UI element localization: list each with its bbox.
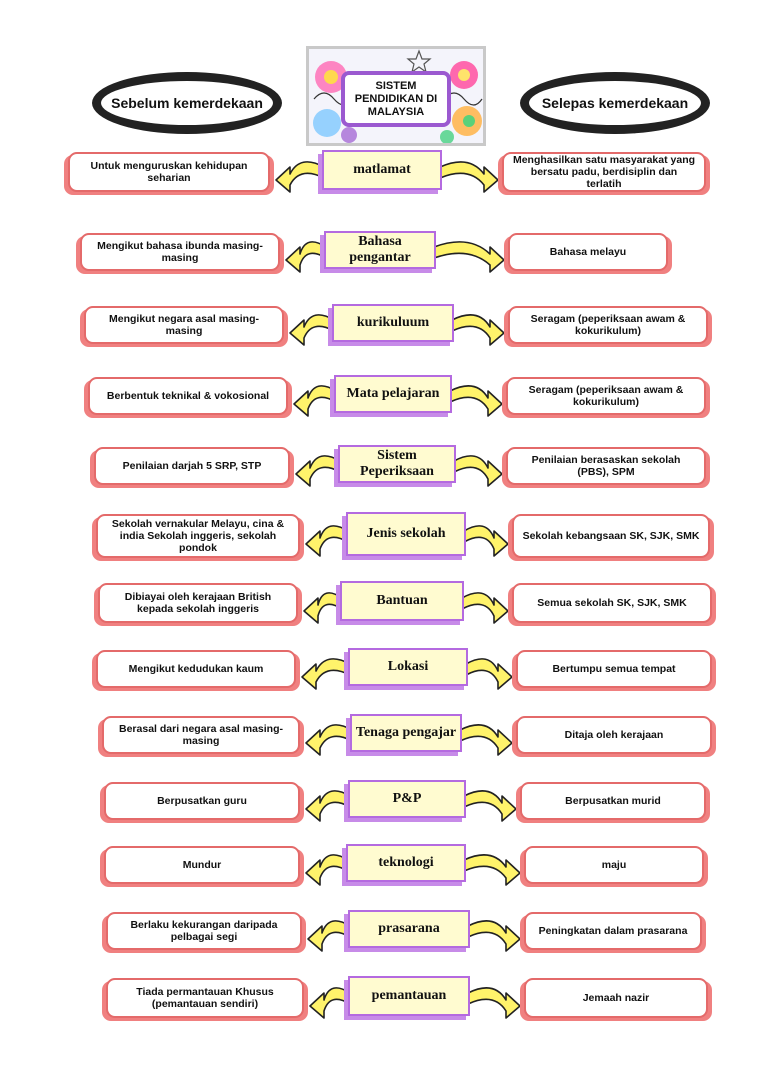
topic-box: Bahasa pengantar bbox=[324, 231, 436, 269]
topic-box: Mata pelajaran bbox=[334, 375, 452, 413]
topic-box: kurikuluum bbox=[332, 304, 454, 342]
before-box: Berpusatkan guru bbox=[104, 782, 300, 820]
arrow-to-before-icon bbox=[290, 315, 334, 345]
after-box: Bahasa melayu bbox=[508, 233, 668, 271]
arrow-to-after-icon bbox=[454, 456, 502, 486]
after-box: Jemaah nazir bbox=[524, 978, 708, 1018]
topic-box: Sistem Peperiksaan bbox=[338, 445, 456, 483]
after-box: Bertumpu semua tempat bbox=[516, 650, 712, 688]
arrow-to-before-icon bbox=[306, 855, 348, 885]
before-box: Berasal dari negara asal masing-masing bbox=[102, 716, 300, 754]
arrow-to-after-icon bbox=[468, 988, 520, 1018]
arrow-to-before-icon bbox=[286, 242, 326, 272]
arrow-to-before-icon bbox=[306, 791, 350, 821]
topic-box: P&P bbox=[348, 780, 466, 818]
arrow-to-after-icon bbox=[450, 386, 502, 416]
topic-box: Jenis sekolah bbox=[346, 512, 466, 556]
before-box: Dibiayai oleh kerajaan British kepada sekolah inggeris bbox=[98, 583, 298, 623]
before-box: Mundur bbox=[104, 846, 300, 884]
arrow-to-before-icon bbox=[308, 921, 350, 951]
before-box: Berbentuk teknikal & vokosional bbox=[88, 377, 288, 415]
before-box: Mengikut negara asal masing-masing bbox=[84, 306, 284, 344]
arrow-to-after-icon bbox=[434, 242, 504, 272]
topic-box: pemantauan bbox=[348, 976, 470, 1016]
arrow-to-before-icon bbox=[310, 988, 350, 1018]
topic-box: teknologi bbox=[346, 844, 466, 882]
arrow-to-after-icon bbox=[464, 791, 516, 821]
topic-box: Lokasi bbox=[348, 648, 468, 686]
topic-box: Bantuan bbox=[340, 581, 464, 621]
arrow-to-after-icon bbox=[440, 162, 498, 192]
arrow-to-before-icon bbox=[294, 386, 336, 416]
arrow-to-before-icon bbox=[306, 526, 348, 556]
after-box: maju bbox=[524, 846, 704, 884]
left-header: Sebelum kemerdekaan bbox=[92, 72, 282, 134]
arrow-to-after-icon bbox=[460, 725, 512, 755]
arrow-to-before-icon bbox=[296, 456, 340, 486]
after-box: Penilaian berasaskan sekolah (PBS), SPM bbox=[506, 447, 706, 485]
arrow-to-after-icon bbox=[464, 855, 520, 885]
before-box: Penilaian darjah 5 SRP, STP bbox=[94, 447, 290, 485]
after-box: Ditaja oleh kerajaan bbox=[516, 716, 712, 754]
arrow-to-after-icon bbox=[452, 315, 504, 345]
after-box: Seragam (peperiksaan awam & kokurikulum) bbox=[506, 377, 706, 415]
topic-box: Tenaga pengajar bbox=[350, 714, 462, 752]
after-box: Menghasilkan satu masyarakat yang bersatu padu, berdisiplin dan terlatih bbox=[502, 152, 706, 192]
diagram-title: SISTEM PENDIDIKAN DI MALAYSIA bbox=[341, 71, 451, 127]
before-box: Sekolah vernakular Melayu, cina & india Sekolah inggeris, sekolah pondok bbox=[96, 514, 300, 558]
arrow-to-after-icon bbox=[464, 526, 508, 556]
arrow-to-before-icon bbox=[304, 593, 342, 623]
after-box: Berpusatkan murid bbox=[520, 782, 706, 820]
topic-box: matlamat bbox=[322, 150, 442, 190]
topic-box: prasarana bbox=[348, 910, 470, 948]
arrow-to-before-icon bbox=[306, 725, 352, 755]
before-box: Mengikut kedudukan kaum bbox=[96, 650, 296, 688]
before-box: Tiada permantauan Khusus (pemantauan sendiri) bbox=[106, 978, 304, 1018]
arrow-to-after-icon bbox=[462, 593, 508, 623]
after-box: Semua sekolah SK, SJK, SMK bbox=[512, 583, 712, 623]
arrow-to-before-icon bbox=[276, 162, 324, 192]
before-box: Berlaku kekurangan daripada pelbagai segi bbox=[106, 912, 302, 950]
after-box: Seragam (peperiksaan awam & kokurikulum) bbox=[508, 306, 708, 344]
after-box: Peningkatan dalam prasarana bbox=[524, 912, 702, 950]
right-header: Selepas kemerdekaan bbox=[520, 72, 710, 134]
after-box: Sekolah kebangsaan SK, SJK, SMK bbox=[512, 514, 710, 558]
arrow-to-after-icon bbox=[468, 921, 520, 951]
arrow-to-after-icon bbox=[466, 659, 512, 689]
before-box: Mengikut bahasa ibunda masing-masing bbox=[80, 233, 280, 271]
before-box: Untuk menguruskan kehidupan seharian bbox=[68, 152, 270, 192]
arrow-to-before-icon bbox=[302, 659, 350, 689]
